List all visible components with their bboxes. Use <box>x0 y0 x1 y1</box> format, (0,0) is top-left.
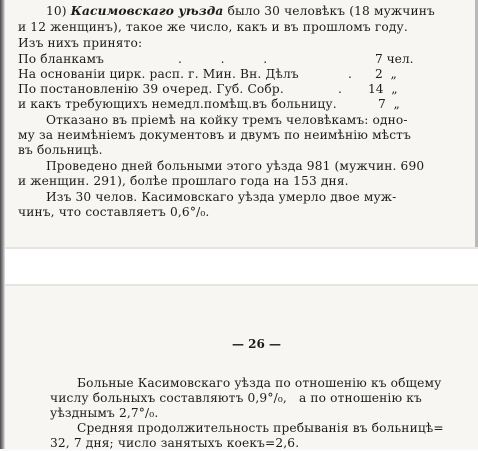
duration-line-2: 32, 7 дня; число занятыхъ коекъ=2,6. <box>50 436 300 450</box>
admission-row-dots: . . . <box>178 52 268 66</box>
share-line-3: уѣзднымъ 2,7°/₀. <box>50 406 159 420</box>
refused-line-2: му за неимѣніемъ документовъ и двумъ по неимѣнію мѣстъ <box>18 128 411 142</box>
page-number: — 26 — <box>232 337 282 351</box>
admission-row-value: 2 „ <box>375 67 397 81</box>
page-gap <box>0 247 478 286</box>
admission-row-dots: . <box>348 67 352 81</box>
item-number: 10) <box>46 4 67 18</box>
refused-line-1: Отказано въ пріемѣ на койку тремъ человѣкамъ: одно- <box>46 113 408 127</box>
admission-row-dots: . <box>338 82 342 96</box>
page-edge <box>0 247 478 249</box>
death-line-2: чинъ, что составляетъ 0,6°/₀. <box>18 205 210 219</box>
share-line-1: Больные Касимовскаго уѣзда по отношенію къ общему <box>77 376 442 390</box>
duration-line-1: Средняя продолжительность пребыванія въ больницѣ= <box>77 421 444 435</box>
admission-row-label: По бланкамъ <box>18 52 105 66</box>
admission-row-value: 7 чел. <box>375 52 414 66</box>
line-text: было 30 человѣкъ (18 мужчинъ <box>227 4 435 18</box>
admission-row-value: 7 „ <box>378 97 400 111</box>
admission-row-label: На основаніи цирк. расп. г. Мин. Вн. Дѣлъ <box>18 67 299 81</box>
admission-row-value: 14 „ <box>368 82 398 96</box>
death-line-1: Изъ 30 челов. Касимовскаго уѣзда умерло двое муж- <box>46 190 397 204</box>
days-line-1: Проведено дней больными этого уѣзда 981 (мужчин. 690 <box>46 159 425 173</box>
days-line-2: и женщин. 291), болѣе прошлаго года на 153 дня. <box>18 174 349 188</box>
paragraph-10-line-2: и 12 женщинъ), такое же число, какъ и въ прошломъ году. <box>18 20 408 34</box>
admission-row-label: и какъ требующихъ немедл.помѣщ.въ больницу. <box>18 97 337 111</box>
admission-row-label: По постановленію 39 очеред. Губ. Собр. <box>18 82 284 96</box>
book-binding-shadow <box>0 0 5 449</box>
share-line-2: числу больныхъ составляютъ 0,9°/₀, а по отношенію къ <box>50 391 422 405</box>
admitted-heading: Изъ нихъ принято: <box>18 36 143 50</box>
paragraph-10-line-1 <box>46 4 435 19</box>
refused-line-3: въ больницѣ. <box>18 143 103 157</box>
uezd-name: Касимовскаго уѣзда <box>70 4 224 18</box>
